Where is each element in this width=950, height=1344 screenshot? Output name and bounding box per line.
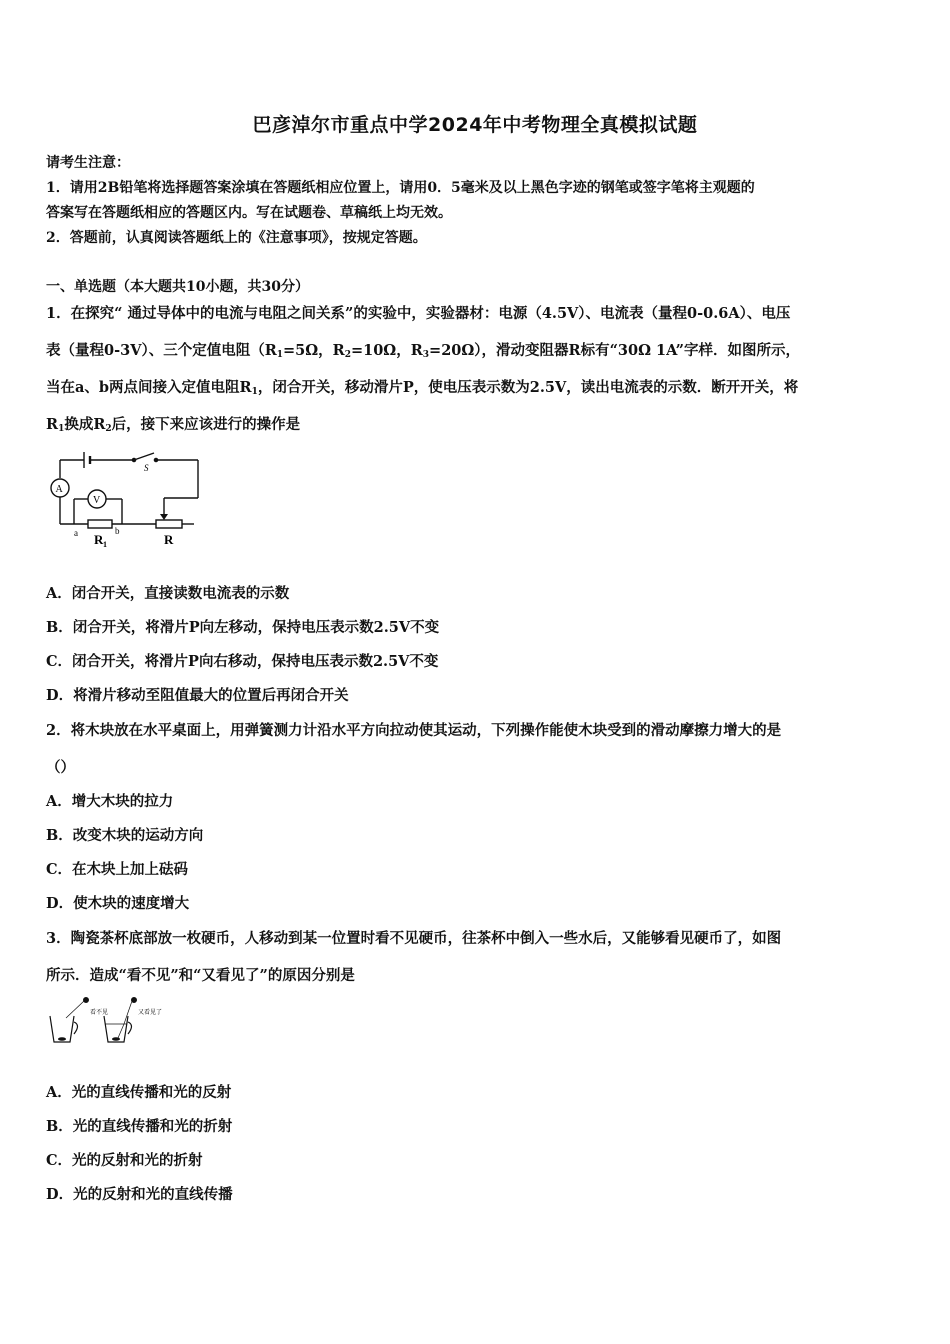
notice-line: 1．请用2B铅笔将选择题答案涂填在答题纸相应位置上，请用0．5毫米及以上黑色字迹的钢笔或签字笔将主观题的 bbox=[46, 180, 755, 196]
ammeter-label: A bbox=[55, 484, 63, 495]
q3-option: D．光的反射和光的直线传播 bbox=[46, 1186, 233, 1203]
q2-option: C．在木块上加上砝码 bbox=[46, 861, 189, 878]
q1-stem-line1: 1．在探究“ 通过导体中的电流与电阻之间关系”的实验中，实验器材：电源（4.5V）、电流表（量程0-0.6A）、电压 bbox=[46, 305, 791, 322]
q2-stem-line2: （） bbox=[46, 759, 75, 776]
q1-option: B．闭合开关，将滑片P向左移动，保持电压表示数2.5V不变 bbox=[46, 619, 440, 636]
notice-line: 2．答题前，认真阅读答题纸上的《注意事项》，按规定答题。 bbox=[46, 230, 427, 246]
coin-icon bbox=[58, 1037, 66, 1041]
q2-option: A．增大木块的拉力 bbox=[46, 793, 174, 810]
q3-option: B．光的直线传播和光的折射 bbox=[46, 1118, 233, 1135]
point-b-label: b bbox=[115, 526, 120, 536]
circuit-diagram bbox=[44, 446, 214, 556]
point-a-label: a bbox=[74, 528, 78, 538]
voltmeter-label: V bbox=[93, 495, 101, 506]
eye-icon bbox=[132, 998, 137, 1003]
notice-heading: 请考生注意： bbox=[46, 155, 130, 171]
q1-stem-line4: $R_1$换成$R_2$后，接下来应该进行的操作是 bbox=[46, 416, 301, 434]
q3-stem-line2: 所示．造成“看不见”和“又看见了”的原因分别是 bbox=[46, 967, 355, 984]
q1-stem-line2: 表（量程0-3V）、三个定值电阻（$R_1=5\Omega$，$R_2=10\Omega$，$R_3=20\Omega$），滑动变阻器R标有“30Ω 1A”字样．如图所示， bbox=[46, 342, 801, 360]
q3-stem-line1: 3．陶瓷茶杯底部放一枚硬币，人移动到某一位置时看不见硬币，往茶杯中倒入一些水后，又能够看见硬币了，如图 bbox=[46, 930, 782, 947]
notice-line: 答案写在答题纸相应的答题区内。写在试题卷、草稿纸上均无效。 bbox=[46, 205, 452, 221]
cups-figure bbox=[44, 994, 174, 1050]
q1-option: D．将滑片移动至阻值最大的位置后再闭合开关 bbox=[46, 687, 349, 704]
section-heading: 一、单选题（本大题共10小题，共30分） bbox=[46, 279, 309, 295]
cup1-label: 看不见 bbox=[90, 1010, 109, 1016]
q1-stem-line3: 当在a、b两点间接入定值电阻$R_1$，闭合开关，移动滑片P，使电压表示数为2.5V，读出电流表的示数．断开开关，将 bbox=[46, 379, 799, 397]
q1-option: C．闭合开关，将滑片P向右移动，保持电压表示数2.5V不变 bbox=[46, 653, 439, 670]
q2-stem-line1: 2．将木块放在水平桌面上，用弹簧测力计沿水平方向拉动使其运动，下列操作能使木块受到的滑动摩擦力增大的是 bbox=[46, 722, 782, 739]
eye-icon bbox=[84, 998, 89, 1003]
q3-option: A．光的直线传播和光的反射 bbox=[46, 1084, 232, 1101]
q3-option: C．光的反射和光的折射 bbox=[46, 1152, 203, 1169]
q2-option: D．使木块的速度增大 bbox=[46, 895, 190, 912]
switch-label: S bbox=[144, 463, 149, 473]
q1-option: A．闭合开关，直接读数电流表的示数 bbox=[46, 585, 290, 602]
cup2-label: 又看见了 bbox=[138, 1010, 163, 1016]
r1-sub: 1 bbox=[103, 540, 107, 549]
q2-option: B．改变木块的运动方向 bbox=[46, 827, 204, 844]
r1-label: R bbox=[94, 532, 104, 547]
coin-icon bbox=[112, 1037, 120, 1041]
page-title: 巴彦淖尔市重点中学2024年中考物理全真模拟试题 bbox=[252, 114, 698, 136]
slider-arrow-icon bbox=[160, 514, 168, 520]
rheostat-label: R bbox=[164, 532, 174, 547]
